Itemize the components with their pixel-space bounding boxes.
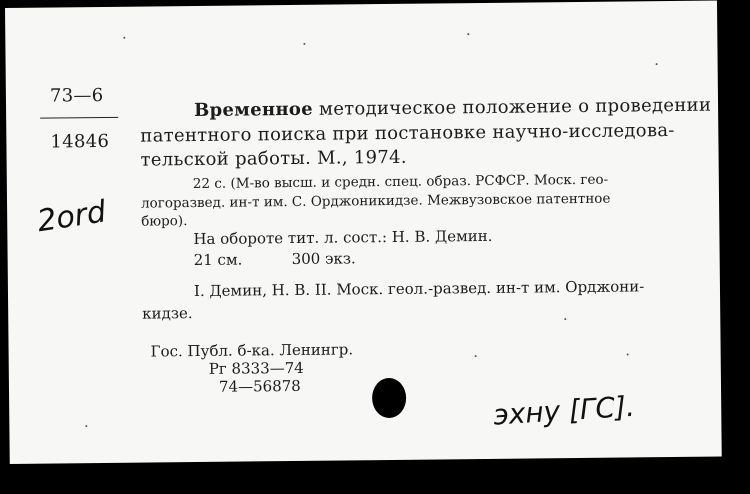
card-number: 74—56878 bbox=[218, 376, 301, 396]
speck bbox=[475, 355, 477, 357]
register-line: Рг 8333—74 bbox=[208, 358, 304, 378]
title-line-2: патентного поиска при постановке научно-исследова- bbox=[140, 119, 675, 147]
title-line-3: тельской работы. М., 1974. bbox=[140, 146, 408, 171]
speck bbox=[123, 37, 125, 39]
library-line: Гос. Публ. б-ка. Ленингр. bbox=[150, 340, 354, 361]
speck bbox=[303, 43, 305, 45]
subject-line-1: I. Демин, Н. В. II. Моск. геол.-развед. ин-т им. Орджони- bbox=[193, 277, 645, 301]
description-line-3: бюро). bbox=[141, 213, 188, 230]
catalog-number: 73—6 bbox=[49, 84, 104, 107]
speck bbox=[564, 318, 566, 320]
title-bold-word: Временное bbox=[193, 98, 314, 122]
size-note: 21 см. bbox=[193, 250, 243, 270]
handwritten-note-right: эхну [ГС]. bbox=[492, 389, 636, 432]
copies-note: 300 экз. bbox=[291, 249, 356, 269]
ink-blot bbox=[372, 378, 406, 418]
description-line-2: логоразвед. ин-т им. С. Орджоникидзе. Межвузовское патентное bbox=[140, 190, 611, 212]
speck bbox=[656, 63, 658, 65]
inventory-number: 14846 bbox=[50, 130, 110, 153]
description-line-1: 22 с. (М-во высш. и средн. спец. образ. РСФСР. Моск. гео- bbox=[192, 171, 609, 193]
subject-line-2: кидзе. bbox=[142, 304, 193, 323]
catalog-card bbox=[5, 1, 722, 464]
verso-note: На обороте тит. л. сост.: Н. В. Демин. bbox=[193, 226, 493, 249]
speck bbox=[627, 353, 629, 355]
speck bbox=[467, 33, 469, 35]
speck bbox=[85, 425, 87, 427]
title-line-1 bbox=[194, 95, 711, 121]
divider-rule bbox=[40, 117, 118, 119]
handwritten-note-left: 2ord bbox=[34, 194, 109, 240]
title-rest: методическое положение о проведении bbox=[318, 94, 712, 120]
